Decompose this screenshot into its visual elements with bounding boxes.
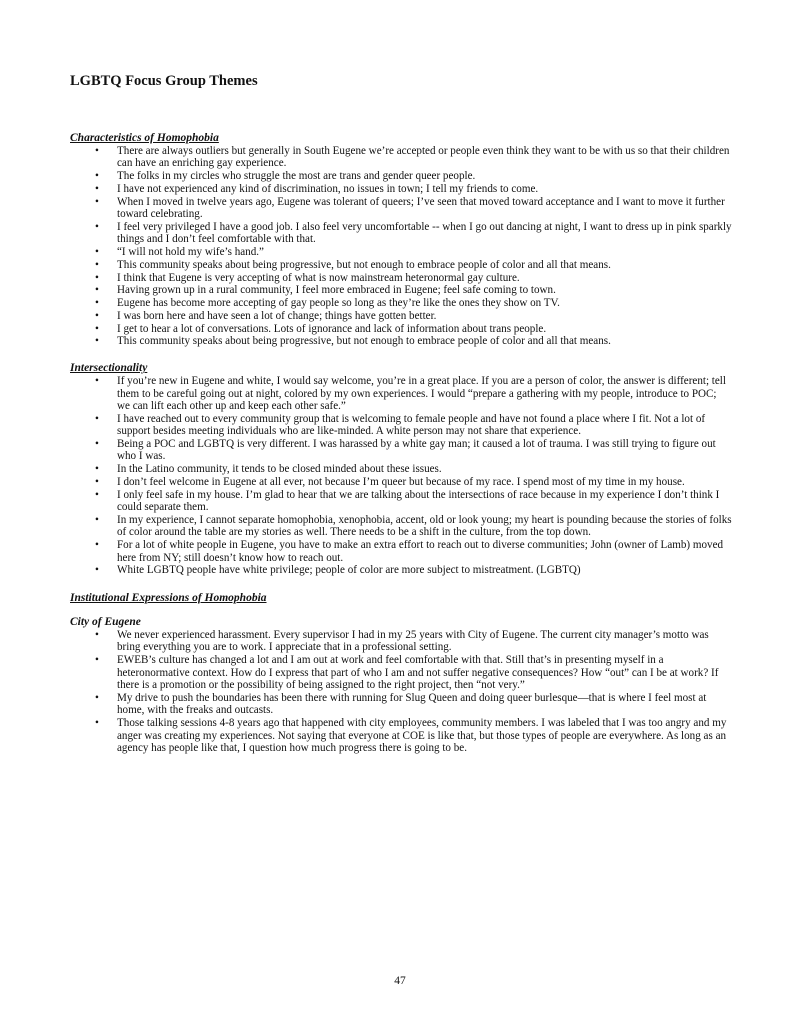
list-item: • Being a POC and LGBTQ is very different. I was harassed by a white gay man; it caused a lot of trauma. I was still trying to figure out who I was. bbox=[70, 438, 732, 463]
list-item: • In my experience, I cannot separate homophobia, xenophobia, accent, old or look young; my heart is pounding because the stories of folks of color around the table are my stories as well. There needs to be a shift in the culture, from the top down. bbox=[70, 514, 732, 539]
list-item: • I feel very privileged I have a good job. I also feel very uncomfortable -- when I go out dancing at night, I want to dress up in pink sparkly things and I don’t feel comfortable with that. bbox=[70, 221, 732, 246]
list-item: • I was born here and have seen a lot of change; things have gotten better. bbox=[70, 310, 732, 322]
list-item: • “I will not hold my wife’s hand.” bbox=[70, 246, 732, 258]
list-item: • White LGBTQ people have white privilege; people of color are more subject to mistreatment. (LGBTQ) bbox=[70, 564, 732, 576]
list-item: • My drive to push the boundaries has been there with running for Slug Queen and doing queer burlesque—that is where I feel most at home, with the freaks and outcasts. bbox=[70, 692, 732, 717]
list-item: • There are always outliers but generally in South Eugene we’re accepted or people even think they want to be with us so that their children can have an enriching gay experience. bbox=[70, 145, 732, 170]
list-item: • I have not experienced any kind of discrimination, no issues in town; I tell my friends to come. bbox=[70, 183, 732, 195]
city-of-eugene-list bbox=[70, 629, 732, 754]
list-item: • In the Latino community, it tends to be closed minded about these issues. bbox=[70, 463, 732, 475]
list-item: • I have reached out to every community group that is welcoming to female people and have not found a place where I fit. Not a lot of support besides meeting individuals who are like-minded. A white person may not share that experience. bbox=[70, 413, 732, 438]
intersectionality-list bbox=[70, 375, 732, 577]
page-number: 47 bbox=[394, 975, 406, 987]
list-item: • Those talking sessions 4-8 years ago that happened with city employees, community members. I was labeled that I was too angry and my anger was creating my experiences. Not saying that everyone at COE is like that, but those types of people are everywhere. As long as an agency has people like that, I question how much progress there is going to be. bbox=[70, 717, 732, 754]
list-item: • I get to hear a lot of conversations. Lots of ignorance and lack of information about trans people. bbox=[70, 323, 732, 335]
list-item: • The folks in my circles who struggle the most are trans and gender queer people. bbox=[70, 170, 732, 182]
list-item: • Having grown up in a rural community, I feel more embraced in Eugene; feel safe coming to town. bbox=[70, 284, 732, 296]
list-item: • I think that Eugene is very accepting of what is now mainstream heteronormal gay culture. bbox=[70, 272, 732, 284]
list-item: • This community speaks about being progressive, but not enough to embrace people of color and all that means. bbox=[70, 335, 732, 347]
list-item: • I only feel safe in my house. I’m glad to hear that we are talking about the intersections of race because in my experience I don’t think I could separate them. bbox=[70, 489, 732, 514]
list-item: • When I moved in twelve years ago, Eugene was tolerant of queers; I’ve seen that moved toward acceptance and I want to move it further toward celebrating. bbox=[70, 196, 732, 221]
list-item: • Eugene has become more accepting of gay people so long as they’re like the ones they show on TV. bbox=[70, 297, 732, 309]
section-heading-institutional: Institutional Expressions of Homophobia bbox=[70, 592, 267, 605]
list-item: • This community speaks about being progressive, but not enough to embrace people of color and all that means. bbox=[70, 259, 732, 271]
list-item: • For a lot of white people in Eugene, you have to make an extra effort to reach out to diverse communities; John (owner of Lamb) moved here from NY; still doesn’t know how to reach out. bbox=[70, 539, 732, 564]
list-item: • EWEB’s culture has changed a lot and I am out at work and feel comfortable with that. Still that’s in presenting myself in a heteronormative context. How do I express that part of who I am and not suffer negative consequences? How “out” can I be at work? If there is a promotion or the possibility of being assigned to the right project, then “not very.” bbox=[70, 654, 732, 691]
subsection-heading-city-of-eugene: City of Eugene bbox=[70, 616, 141, 629]
page-title: LGBTQ Focus Group Themes bbox=[70, 73, 258, 89]
list-item: • We never experienced harassment. Every supervisor I had in my 25 years with City of Eugene. The current city manager’s motto was bring everything you are to work. I appreciate that in a professional setting. bbox=[70, 629, 732, 654]
section-heading-intersectionality: Intersectionality bbox=[70, 362, 148, 375]
list-item: • I don’t feel welcome in Eugene at all ever, not because I’m queer but because of my race. I spend most of my time in my house. bbox=[70, 476, 732, 488]
document-page bbox=[70, 72, 732, 755]
section-heading-homophobia: Characteristics of Homophobia bbox=[70, 132, 219, 144]
list-item: • If you’re new in Eugene and white, I would say welcome, you’re in a great place. If you are a person of color, the answer is different; tell them to be careful going out at night, colored by my own experiences. I would “prepare a gathering with my people, introduce to POC; we can lift each other up and keep each other safe.” bbox=[70, 375, 732, 412]
homophobia-list bbox=[70, 145, 732, 348]
